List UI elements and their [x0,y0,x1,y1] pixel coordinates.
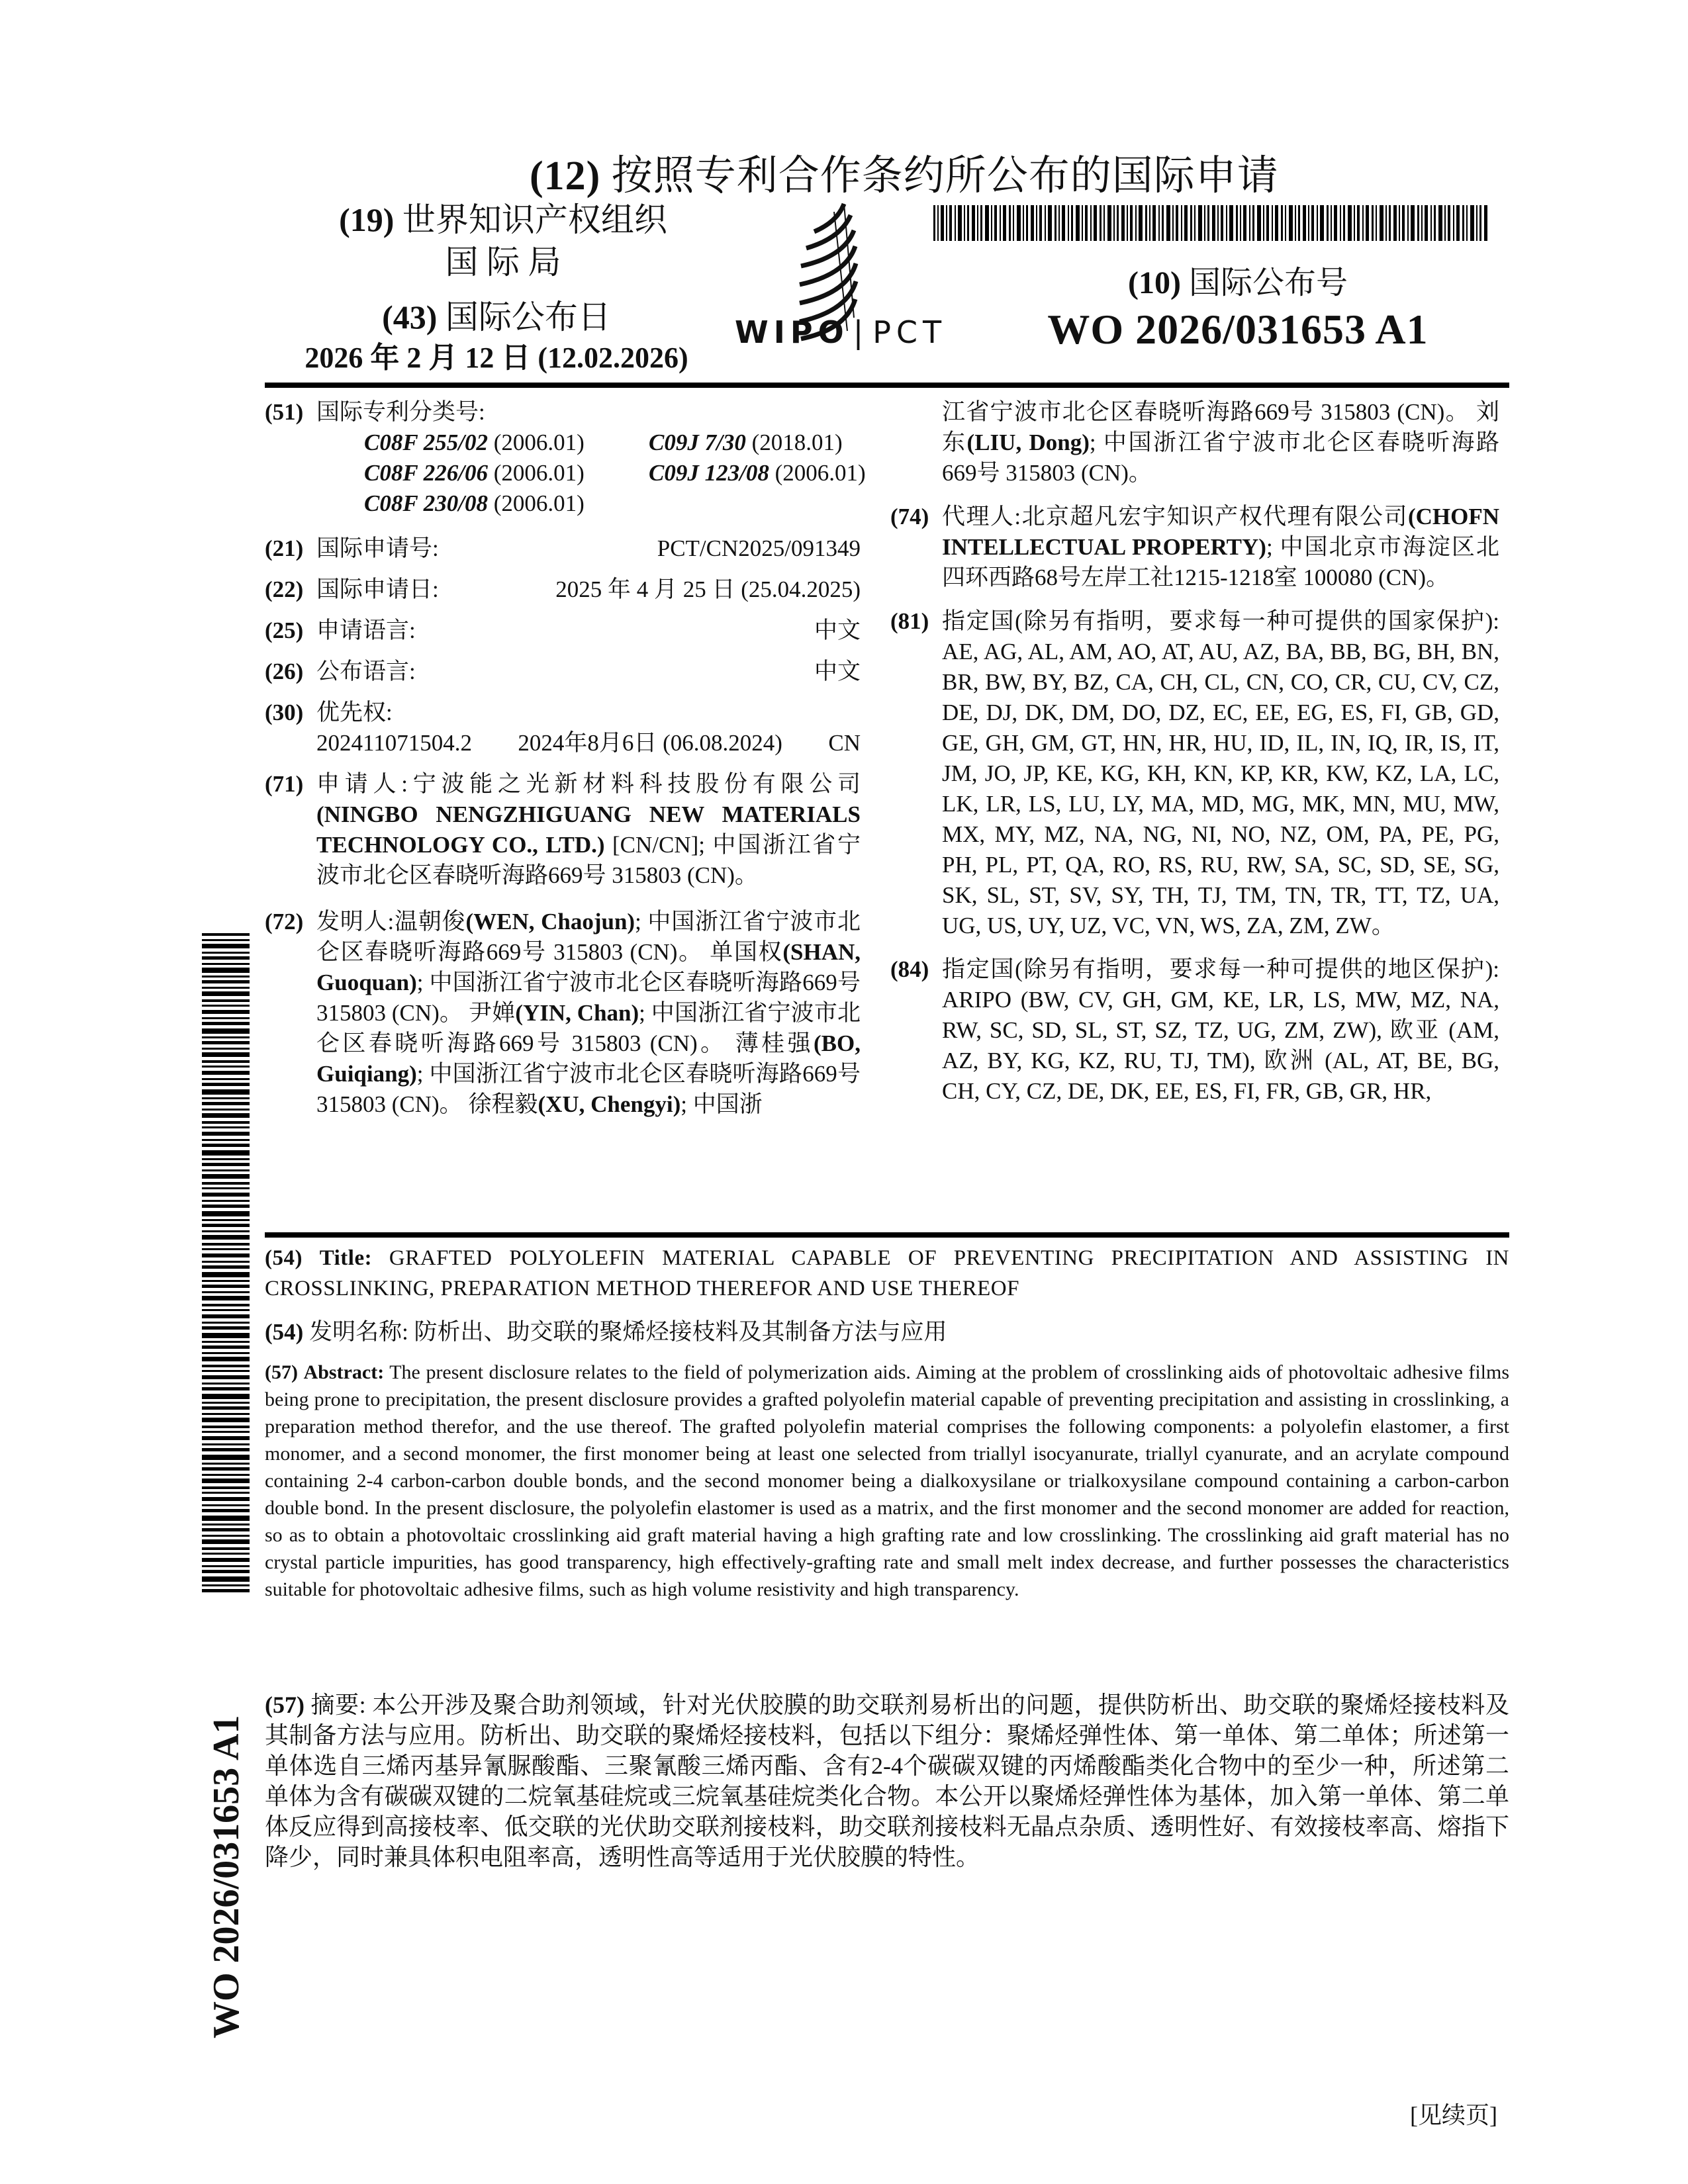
header-divider [265,383,1509,388]
inventor-address: ; 中国浙江省宁波市北仑区春晓听海路669号 315803 (CN)。 [316,970,861,1026]
publication-language-field [265,657,861,687]
field-label: 国际申请号: [316,535,439,561]
abstract-text: The present disclosure relates to the field of polymerization aids. Aiming at the problem of crosslinking aids of photovoltaic adhesive films being prone to precipitation, the present disclosure provides a grafted polyolefin material capable of preventing precipitation and assisting in crosslinking, a preparation method therefor, and the use thereof. The grafted polyolefin material comprises the following components: a polyolefin elastomer, a first monomer, and a second monomer, the first monomer being at least one selected from triallyl isocyanurate, triallyl cyanurate, and an acrylate compound containing 2-4 carbon-carbon double bonds, and the second monomer being a dialkoxysilane or trialkoxysilane compound containing a carbon-carbon double bond. In the present disclosure, the polyolefin elastomer is used as a matrix, and the first monomer and the second monomer are added for reaction, so as to obtain a photovoltaic crosslinking aid graft material having a high grafting rate and low crosslinking. The crosslinking aid graft material has no crystal particle impurities, has good transparency, high effectively-grafting rate and small melt index decrease, and further possesses the characteristics suitable for photovoltaic adhesive films, such as high volume resistivity and high transparency. [265,1361,1510,1600]
ipc-version: (2006.01) [493,430,585,455]
publication-date-block [291,296,702,379]
inventor-name-zh: 徐程毅 [468,1091,538,1117]
ipc-version: (2018.01) [751,430,843,455]
applicant-address: [CN/CN]; 中国浙江省宁波市北仑区春晓听海路669号 315803 (CN)。 [316,832,861,888]
field-code: (22) [265,576,304,602]
inventor-name-en: (LIU, Dong) [966,430,1090,455]
field-code: (72) [265,909,304,934]
applicant-name-en: (NINGBO NENGZHIGUANG NEW MATERIALS TECHNOLOGY CO., LTD.) [316,801,861,858]
priority-date: 2024年8月6日 (06.08.2024) [518,730,782,756]
inventor-name-zh: 刘东 [942,399,1500,455]
continued-on-next-page: [见续页] [1410,2102,1497,2128]
ipc-class: C09J 7/30 [649,430,746,455]
ipc-label: 国际专利分类号: [316,399,485,425]
biblio-left-column [265,397,866,1130]
inventor-address: ; 中国浙江省宁波市北仑区春晓听海路669号 315803 (CN)。 [316,1000,861,1056]
abstract-chinese [265,1690,1509,1872]
field-label: 代理人: [942,504,1021,529]
inventor-name-zh: 尹婵 [469,1000,516,1026]
biblio-right-column [890,397,1499,1117]
biblio-divider [265,1232,1509,1238]
abstract-text: 本公开涉及聚合助剂领域，针对光伏胶膜的助交联剂易析出的问题，提供防析出、助交联的聚烯烃接枝料及其制备方法与应用。防析出、助交联的聚烯烃接枝料，包括以下组分：聚烯烃弹性体、第一单体、第二单体；所述第一单体选自三烯丙基异氰脲酸酯、三聚氰酸三烯丙酯、含有2-4个碳碳双键的丙烯酸酯类化合物中的至少一种，所述第二单体为含有碳碳双键的二烷氧基硅烷或三烷氧基硅烷类化合物。本公开以聚烯烃弹性体为基体，加入第一单体、第二单体反应得到高接枝率、低交联的光伏助交联剂接枝料，助交联剂接枝料无晶点杂质、透明性好、有效接枝率高、熔指下降少，同时兼具体积电阻率高，透明性高等适用于光伏胶膜的特性。 [265,1692,1509,1870]
designated-states-list: AE, AG, AL, AM, AO, AT, AU, AZ, BA, BB, BG, BH, BN, BR, BW, BY, BZ, CA, CH, CL, CN, CO, CR, CU, CV, CZ, DE, DJ, DK, DM, DO, DZ, EC, EE, EG, ES, FI, GB, GD, GE, GH, GM, GT, HN, HR, HU, ID, IL, IN, IQ, IR, IS, IT, JM, JO, JP, KE, KG, KH, KN, KP, KR, KW, KZ, LA, LC, LK, LR, LS, LU, LY, MA, MD, MG, MK, MN, MU, MW, MX, MY, MZ, NA, NG, NI, NO, NZ, OM, PA, PE, PG, PH, PL, PT, QA, RO, RS, RU, RW, SA, SC, SD, SE, SG, SK, SL, ST, SV, SY, TH, TJ, TM, TN, TR, TT, TZ, UA, UG, US, UY, UZ, VC, VN, WS, ZA, ZM, ZW。 [942,639,1499,938]
ipc-class: C08F 230/08 [364,490,489,516]
field-code: (25) [265,617,304,643]
field-code: (10) [1128,265,1181,300]
publication-number: WO 2026/031653 A1 [1047,306,1429,353]
inventor-address: ; 中国浙江省宁波市北仑区春晓听海路669号 315803 (CN)。 [316,1061,861,1117]
designated-regional-field [890,954,1499,1107]
priority-field [265,698,861,758]
inventor-name-en: (SHAN, Guoquan) [316,939,861,995]
inventor-name-en: (XU, Chengyi) [538,1091,681,1117]
field-code: (84) [890,956,929,982]
application-number-field [265,533,861,564]
ipc-class: C08F 226/06 [364,460,489,486]
ipc-version: (2006.01) [774,460,866,486]
field-label: 申请人: [316,771,408,797]
field-code: (12) [530,154,601,199]
filing-language-field [265,615,861,646]
organization-name: 世界知识产权组织 [402,201,667,238]
inventor-name-zh: 温朝俊 [394,909,466,934]
inventor-name-zh: 薄桂强 [735,1030,814,1056]
title-english [265,1243,1509,1304]
field-code: (30) [265,700,304,725]
logo-text-pct: PCT [872,314,947,350]
title-chinese [265,1317,1509,1347]
inventor-name-en: (BO, Guiqiang) [316,1030,861,1087]
field-code: (54) [265,1319,304,1345]
field-code: (74) [890,504,929,529]
abstract-label: 摘要: [310,1692,366,1718]
applicant-name-zh: 宁波能之光新材料科技股份有限公司 [407,771,861,797]
agent-name-en: (CHOFN INTELLECTUAL PROPERTY) [942,504,1499,560]
organization-bureau: 国 际 局 [445,244,561,281]
application-date-field [265,574,861,605]
priority-country: CN [828,730,861,756]
field-code: (71) [265,771,304,797]
abstract-english [265,1359,1509,1603]
application-date: 2025 年 4 月 25 日 (25.04.2025) [555,576,861,602]
field-label: 申请语言: [316,617,416,643]
field-label: 国际申请日: [316,576,439,602]
barcode-top-icon [933,205,1489,241]
ipc-class: C08F 255/02 [364,430,489,455]
designated-regions-list: ARIPO (BW, CV, GH, GM, KE, LR, LS, MW, MZ, NA, RW, SC, SD, SL, ST, SZ, TZ, UG, ZM, ZW), 欧亚 (AM, AZ, BY, KG, KZ, RU, TJ, TM), 欧洲 (AL, AT, BE, BG, CH, CY, CZ, DE, DK, EE, ES, FI, FR, GB, GR, HR, [942,987,1499,1104]
inventor-address: ; 中国浙江省宁波市北仑区春晓听海路669号 315803 (CN)。 [942,430,1499,486]
field-code: (19) [339,201,395,238]
inventors-field [265,907,861,1120]
document-type-text: 按照专利合作条约所公布的国际申请 [611,154,1279,199]
publication-number-block [1026,263,1450,356]
publication-date-label: 国际公布日 [445,298,611,336]
field-code: (21) [265,535,304,561]
ipc-classification-field [265,397,866,519]
publication-language: 中文 [814,659,861,684]
ipc-class: C09J 123/08 [649,460,769,486]
application-number: PCT/CN2025/091349 [657,535,861,561]
side-publication-number: WO 2026/031653 A1 [206,1715,247,2038]
title-text: GRAFTED POLYOLEFIN MATERIAL CAPABLE OF PREVENTING PRECIPITATION AND ASSISTING IN CROSSLINKING, PREPARATION METHOD THEREFOR AND USE THEREOF [265,1246,1510,1300]
ipc-version: (2006.01) [493,460,585,486]
inventor-name-en: (WEN, Chaojun) [465,909,635,934]
title-label: Title: [319,1246,373,1270]
field-code: (81) [890,608,929,634]
field-label: 优先权: [316,700,393,725]
field-label: 发明人: [316,909,395,934]
field-label: 指定国(除另有指明，要求每一种可提供的国家保护): [942,608,1499,634]
field-code: (54) [265,1246,303,1270]
field-code: (26) [265,659,304,684]
logo-text-wipo: WIPO [735,314,849,350]
inventors-continued [890,397,1499,488]
applicant-field [265,769,861,891]
ipc-class-list [316,428,866,519]
publication-number-label: 国际公布号 [1188,265,1348,300]
inventor-address: 江省宁波市北仑区春晓听海路669号 315803 (CN)。 [942,399,1470,425]
field-code: (43) [382,298,438,336]
abstract-label: Abstract: [303,1361,385,1383]
inventor-name-zh: 单国权 [710,939,783,965]
inventor-name-en: (YIN, Chan) [515,1000,639,1026]
filing-language: 中文 [814,617,861,643]
designated-national-field [890,606,1499,941]
title-label: 发明名称: [309,1319,408,1345]
agent-address: ; 中国北京市海淀区北四环西路68号左岸工社1215-1218室 100080 (CN)。 [942,534,1499,590]
ipc-version: (2006.01) [493,490,585,516]
field-code: (51) [265,399,304,425]
organization-block [318,199,688,283]
wipo-pct-logo: WIPO | PCT [722,185,947,371]
field-code: (57) [265,1361,298,1383]
priority-number: 202411071504.2 [316,730,472,756]
field-label: 指定国(除另有指明，要求每一种可提供的地区保护): [942,956,1499,982]
field-label: 公布语言: [316,659,416,684]
inventor-address: ; 中国浙 [680,1091,763,1117]
agent-name-zh: 北京超凡宏宇知识产权代理有限公司 [1021,504,1408,529]
title-text: 防析出、助交联的聚烯烃接枝料及其制备方法与应用 [414,1319,947,1345]
barcode-side-icon [202,933,250,1595]
publication-date-value: 2026 年 2 月 12 日 (12.02.2026) [305,341,688,374]
field-code: (57) [265,1692,305,1718]
agent-field [890,502,1499,593]
inventor-address: ; 中国浙江省宁波市北仑区春晓听海路669号 315803 (CN)。 [316,909,861,965]
